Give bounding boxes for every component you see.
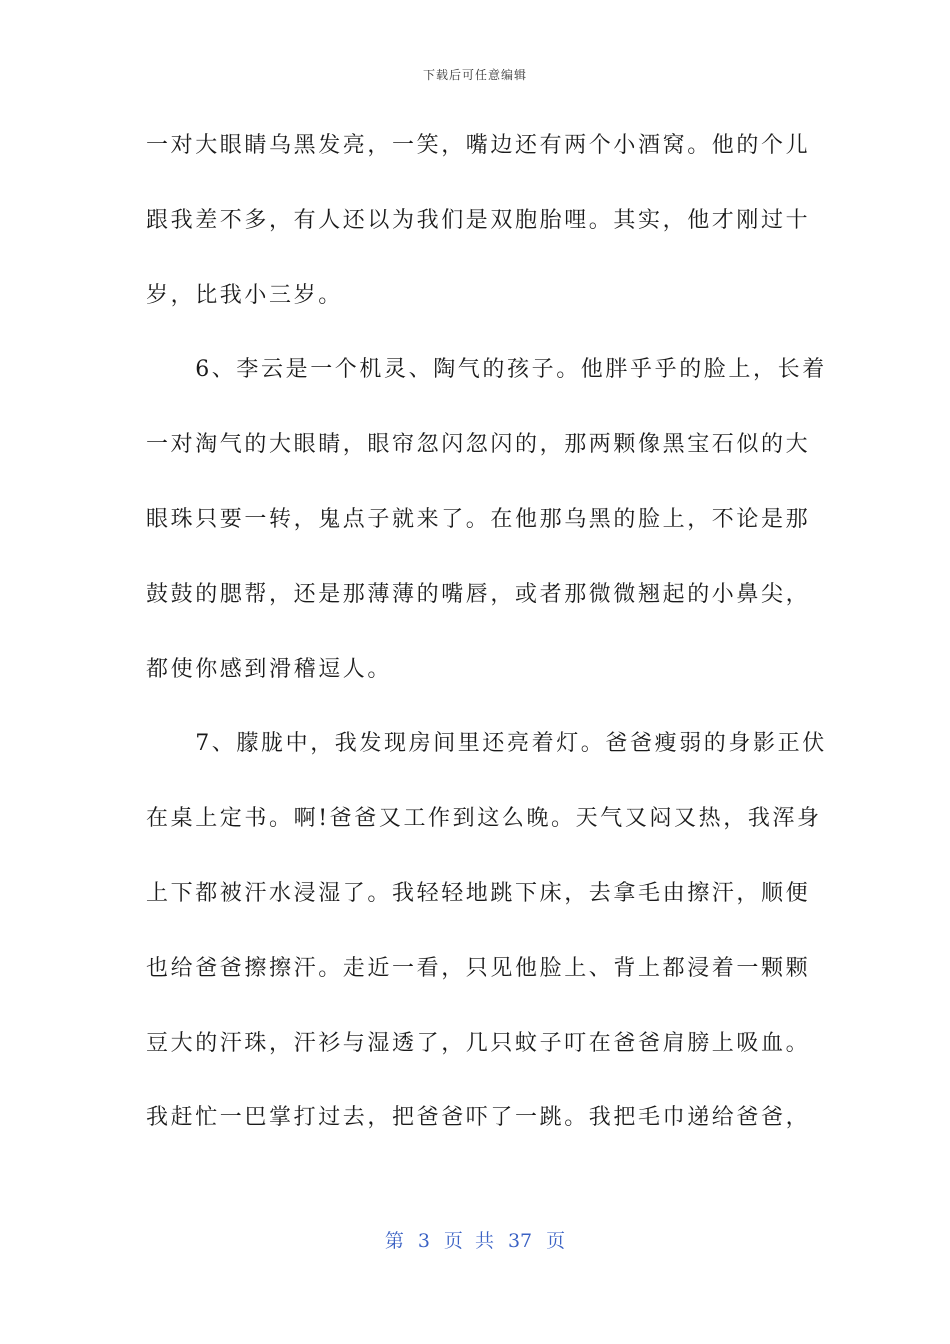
text-line: 一对大眼睛乌黑发亮，一笑，嘴边还有两个小酒窝。他的个儿: [146, 133, 811, 158]
text-line: 6、李云是一个机灵、陶气的孩子。他胖乎乎的脸上，长着: [146, 357, 827, 383]
footer-middle: 页 共: [443, 1230, 494, 1252]
footer-page-number: 3: [417, 1230, 430, 1252]
text-line: 一对淘气的大眼睛，眼帘忽闪忽闪的，那两颗像黑宝石似的大: [146, 432, 811, 458]
footer-suffix: 页: [546, 1230, 566, 1252]
text-line: 鼓鼓的腮帮，还是那薄薄的嘴唇，或者那微微翘起的小鼻尖，: [146, 581, 811, 607]
footer-prefix: 第: [384, 1230, 404, 1252]
text-line: 我赶忙一巴掌打过去，把爸爸吓了一跳。我把毛巾递给爸爸，: [146, 1105, 811, 1131]
text-line: 上下都被汗水浸湿了。我轻轻地跳下床，去拿毛由擦汗，顺便: [146, 880, 811, 906]
text-line: 在桌上定书。啊!爸爸又工作到这么晚。天气又闷又热，我浑身: [146, 806, 822, 832]
document-body: [146, 124, 827, 1171]
text-line: 眼珠只要一转，鬼点子就来了。在他那乌黑的脸上，不论是那: [146, 506, 811, 532]
footer-total-pages: 37: [507, 1230, 533, 1252]
text-line: 岁，比我小三岁。: [146, 282, 343, 308]
text-line: 也给爸爸擦擦汗。走近一看，只见他脸上、背上都浸着一颗颗: [146, 955, 811, 981]
text-line: 7、朦胧中，我发现房间里还亮着灯。爸爸瘦弱的身影正伏: [146, 731, 827, 757]
page-footer: [0, 1226, 950, 1253]
page-header: 下载后可任意编辑: [422, 68, 527, 82]
text-line: 豆大的汗珠，汗衫与湿透了，几只蚊子叮在爸爸肩膀上吸血。: [146, 1030, 811, 1056]
text-line: 都使你感到滑稽逗人。: [146, 656, 393, 682]
text-line: 跟我差不多，有人还以为我们是双胞胎哩。其实，他才刚过十: [146, 207, 811, 233]
